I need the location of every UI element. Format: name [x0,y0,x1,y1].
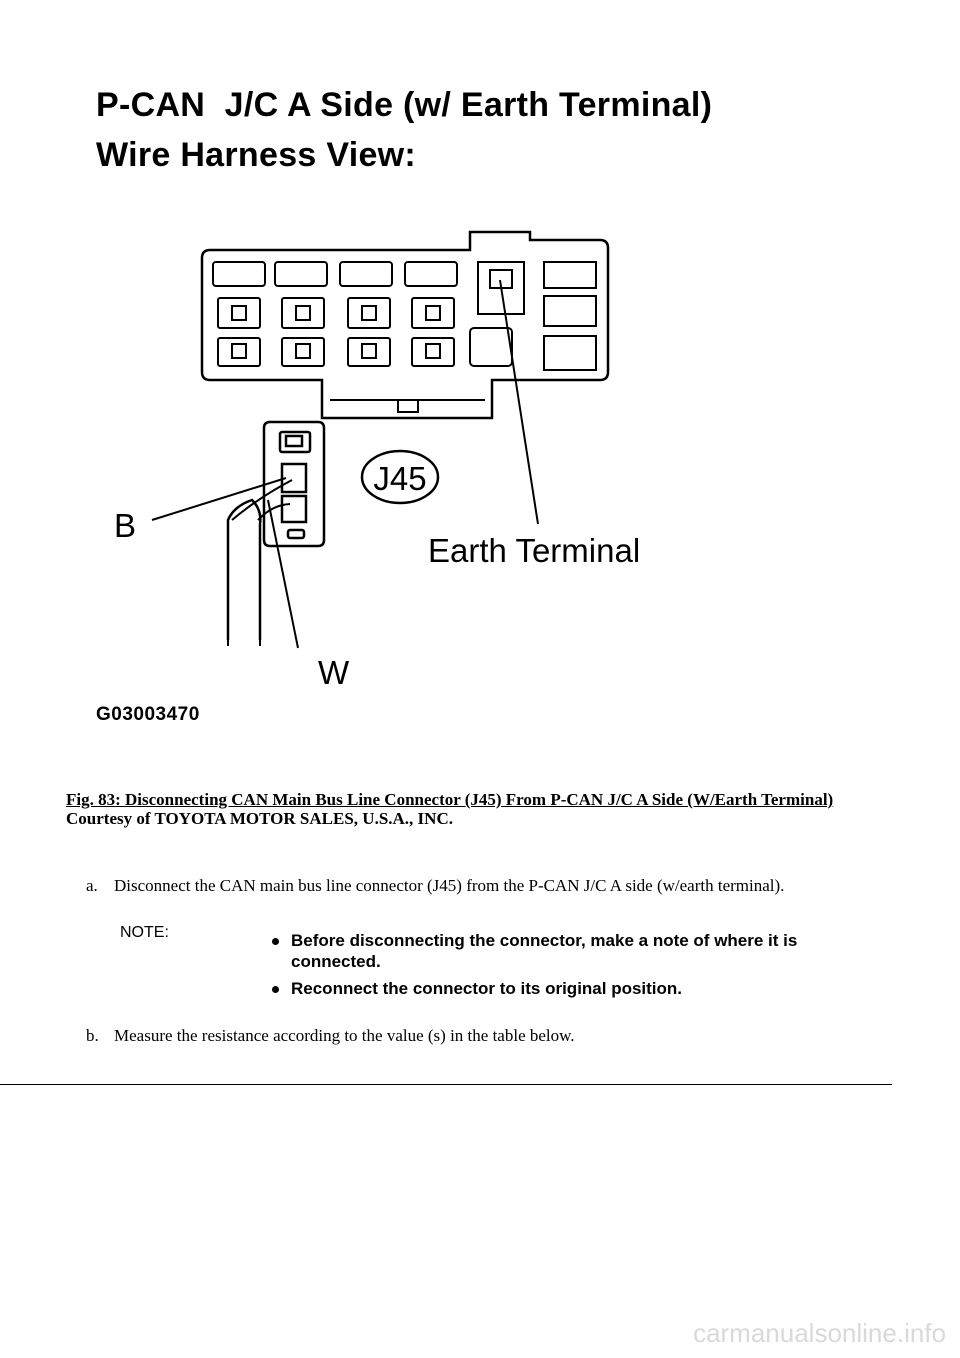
earth-terminal-label: Earth Terminal [428,532,641,569]
note-item-text: Before disconnecting the connector, make a note of where it is connected. [291,931,798,971]
figure-caption-link[interactable]: Fig. 83: Disconnecting CAN Main Bus Line Connector (J45) From P-CAN J/C A Side (W/Earth Terminal) [66,790,834,809]
figure-title-line1: P-CAN J/C A Side (w/ Earth Terminal) [96,86,713,124]
note-item-text: Reconnect the connector to its original position. [291,979,683,998]
step-text: Measure the resistance according to the value (s) in the table below. [114,1026,575,1045]
figure-title-line2: Wire Harness View: [96,136,417,174]
step-a [86,876,784,896]
earth-terminal-leader [500,280,538,524]
connector-cavities [213,262,596,370]
wire-b-label: B [114,507,137,544]
note-list [270,930,890,1005]
step-letter: a. [86,876,98,895]
wire-w-label: W [318,654,350,691]
figure-id: G03003470 [96,704,200,725]
note-item [270,930,890,972]
step-text: Disconnect the CAN main bus line connector (J45) from the P-CAN J/C A side (w/earth terminal). [114,876,785,895]
wire-bundle [228,500,260,640]
watermark: carmanualsonline.info [693,1318,946,1348]
figure-courtesy: Courtesy of TOYOTA MOTOR SALES, U.S.A., INC. [66,809,453,828]
j45-label: J45 [373,460,427,497]
note-label: NOTE: [120,924,169,941]
step-b [86,1026,575,1046]
connector-bottom-tab [330,400,485,412]
figure-caption [66,790,886,828]
step-letter: b. [86,1026,99,1045]
bullet-icon [272,986,279,993]
bullet-icon [272,938,279,945]
note-item [270,978,890,999]
horizontal-rule [0,1084,892,1085]
